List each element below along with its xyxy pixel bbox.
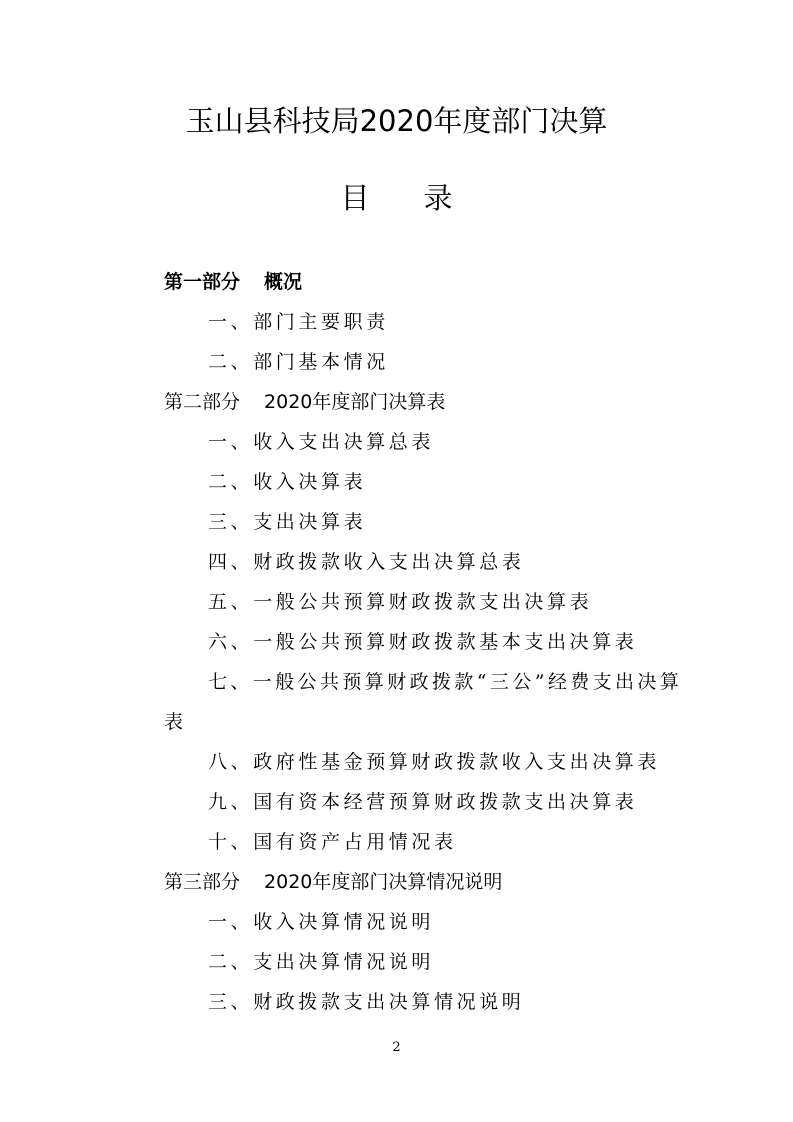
toc-item: 二、部门基本情况 bbox=[208, 351, 389, 373]
section-1-heading bbox=[164, 269, 302, 295]
toc-item: 八、政府性基金预算财政拨款收入支出决算表 bbox=[208, 751, 661, 773]
section-3-label: 第三部分 bbox=[164, 871, 241, 893]
toc-item: 三、财政拨款支出决算情况说明 bbox=[208, 991, 525, 1013]
section-3-name: 2020年度部门决算情况说明 bbox=[264, 871, 503, 893]
toc-heading-left: 目 bbox=[340, 181, 370, 215]
toc-item: 二、收入决算表 bbox=[208, 471, 367, 493]
toc-heading bbox=[0, 178, 793, 218]
section-1-name: 概况 bbox=[264, 271, 303, 293]
toc-heading-right: 录 bbox=[423, 181, 453, 215]
document-title: 玉山县科技局2020年度部门决算 bbox=[185, 104, 608, 138]
toc-item: 一、部门主要职责 bbox=[208, 311, 389, 333]
page-number: 2 bbox=[392, 1040, 401, 1055]
toc-item: 四、财政拨款收入支出决算总表 bbox=[208, 551, 525, 573]
toc-item: 一、收入支出决算总表 bbox=[208, 431, 435, 453]
toc-item: 九、国有资本经营预算财政拨款支出决算表 bbox=[208, 791, 638, 813]
section-2-heading bbox=[164, 389, 445, 415]
toc-item: 七、一般公共预算财政拨款“三公”经费支出决算 bbox=[208, 671, 683, 693]
toc-item: 三、支出决算表 bbox=[208, 511, 367, 533]
toc-item: 十、国有资产占用情况表 bbox=[208, 831, 457, 853]
section-2-label: 第二部分 bbox=[164, 391, 241, 413]
toc-item-continuation: 表 bbox=[164, 711, 187, 733]
toc-item: 一、收入决算情况说明 bbox=[208, 911, 435, 933]
section-1-label: 第一部分 bbox=[164, 271, 241, 293]
toc-item: 六、一般公共预算财政拨款基本支出决算表 bbox=[208, 631, 638, 653]
toc-item: 五、一般公共预算财政拨款支出决算表 bbox=[208, 591, 593, 613]
section-2-name: 2020年度部门决算表 bbox=[264, 391, 446, 413]
section-3-heading bbox=[164, 869, 502, 895]
toc-item: 二、支出决算情况说明 bbox=[208, 951, 435, 973]
